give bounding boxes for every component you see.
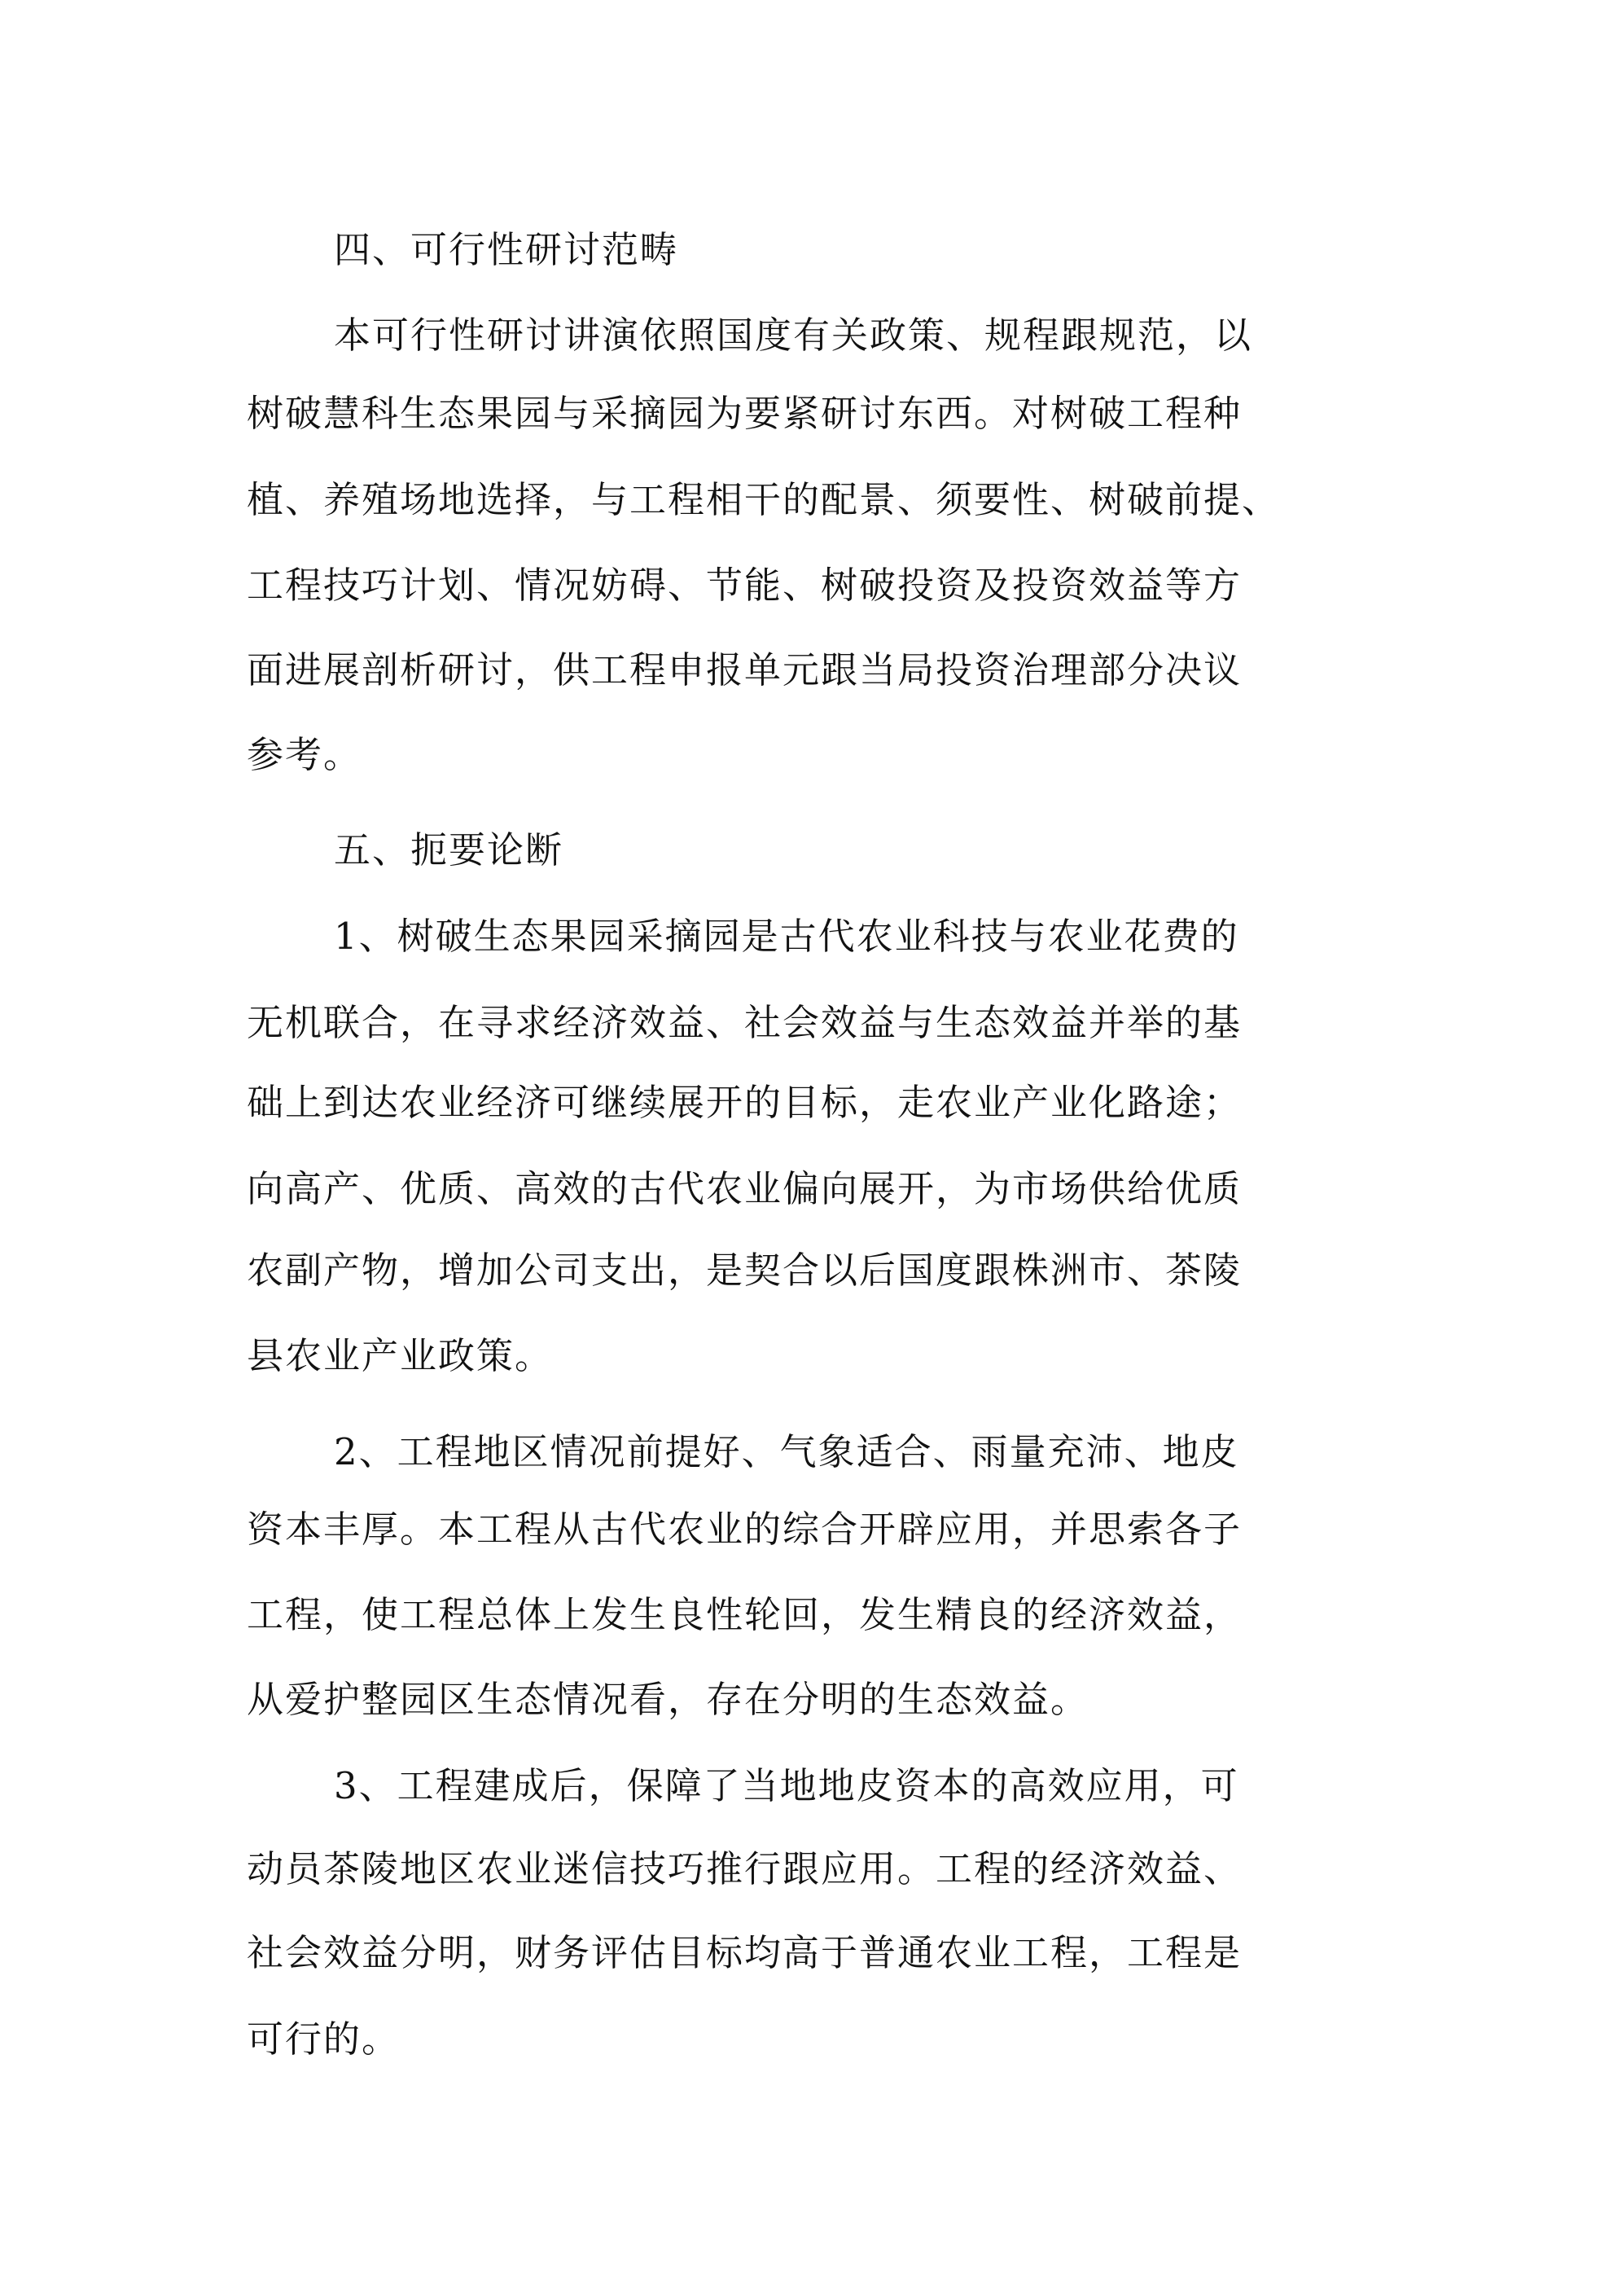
paragraph-line: 资本丰厚。本工程从古代农业的综合开辟应用，并思索各子 (247, 1508, 1243, 1551)
paragraph-line: 2、工程地区情况前提好、气象适合、雨量充沛、地皮 (334, 1430, 1239, 1473)
paragraph-line: 树破慧科生态果园与采摘园为要紧研讨东西。对树破工程种 (247, 392, 1243, 435)
section-heading-scope: 四、可行性研讨范畴 (334, 228, 679, 271)
paragraph-line: 可行的。 (247, 2017, 401, 2061)
paragraph-line: 植、养殖场地选择，与工程相干的配景、须要性、树破前提、 (247, 478, 1281, 521)
paragraph-line: 无机联合，在寻求经济效益、社会效益与生态效益并举的基 (247, 1001, 1243, 1044)
paragraph-line: 动员茶陵地区农业迷信技巧推行跟应用。工程的经济效益、 (247, 1847, 1243, 1890)
paragraph-line: 从爱护整园区生态情况看，存在分明的生态效益。 (247, 1678, 1089, 1721)
paragraph-line: 础上到达农业经济可继续展开的目标，走农业产业化路途； (247, 1081, 1243, 1124)
paragraph-line: 面进展剖析研讨，供工程申报单元跟当局投资治理部分决议 (247, 648, 1243, 691)
paragraph-line: 1、树破生态果园采摘园是古代农业科技与农业花费的 (334, 915, 1239, 958)
paragraph-line: 农副产物，增加公司支出，是契合以后国度跟株洲市、茶陵 (247, 1249, 1243, 1292)
paragraph-line: 3、工程建成后，保障了当地地皮资本的高效应用，可 (334, 1764, 1239, 1807)
paragraph-line: 参考。 (247, 733, 362, 776)
paragraph-line: 向高产、优质、高效的古代农业偏向展开，为市场供给优质 (247, 1167, 1243, 1210)
paragraph-line: 社会效益分明，财务评估目标均高于普通农业工程，工程是 (247, 1931, 1243, 1974)
section-heading-conclusion: 五、扼要论断 (334, 828, 564, 871)
paragraph-line: 县农业产业政策。 (247, 1334, 554, 1377)
paragraph-line: 工程技巧计划、情况妨碍、节能、树破投资及投资效益等方 (247, 564, 1243, 607)
paragraph-line: 本可行性研讨讲演依照国度有关政策、规程跟规范，以 (334, 314, 1253, 357)
paragraph-line: 工程，使工程总体上发生良性轮回，发生精良的经济效益， (247, 1593, 1243, 1636)
